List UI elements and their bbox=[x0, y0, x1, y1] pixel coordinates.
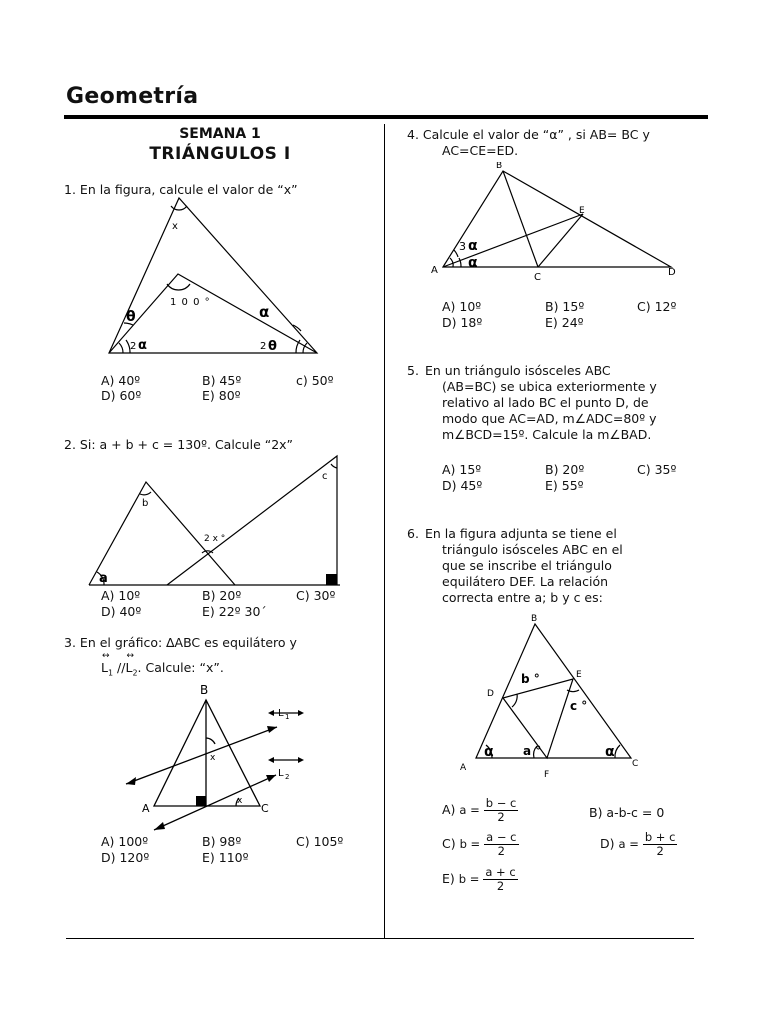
label-theta-left: θ bbox=[126, 309, 136, 325]
label-alpha-left: α bbox=[138, 338, 147, 353]
option-label: E) bbox=[442, 871, 455, 886]
bottom-rule bbox=[66, 938, 694, 939]
question-line: correcta entre a; b y c es: bbox=[442, 590, 603, 605]
line-l2-label: L bbox=[125, 660, 133, 675]
parallel-symbol: // bbox=[113, 660, 126, 675]
label-L1-sub: 1 bbox=[285, 713, 290, 721]
figure-q2 bbox=[85, 452, 345, 588]
label-E: E bbox=[579, 206, 585, 216]
fraction-denominator: 2 bbox=[497, 844, 505, 858]
q4-option-a[interactable]: A) 10º bbox=[442, 299, 482, 314]
label-theta-right: θ bbox=[268, 339, 277, 354]
question-5 bbox=[407, 363, 703, 443]
figure-q1 bbox=[100, 192, 330, 362]
q2-option-a[interactable]: A) 10º bbox=[101, 588, 141, 603]
question-number: 3. bbox=[64, 635, 76, 650]
q5-option-c[interactable]: C) 35º bbox=[637, 462, 677, 477]
fraction bbox=[484, 831, 518, 858]
label-alpha-left: α bbox=[484, 744, 494, 760]
right-angle-marker bbox=[196, 796, 206, 806]
label-C: C bbox=[632, 759, 639, 769]
fraction-denominator: 2 bbox=[497, 810, 505, 824]
question-text: Si: a + b + c = 130º. Calcule “2x” bbox=[79, 437, 294, 452]
q4-option-c[interactable]: C) 12º bbox=[637, 299, 677, 314]
label-b: b ° bbox=[521, 672, 540, 686]
fraction-numerator: b + c bbox=[644, 830, 676, 844]
question-tail: . Calcule: “x”. bbox=[137, 660, 224, 675]
label-2x: 2 x ° bbox=[204, 534, 226, 544]
label-b: b bbox=[142, 498, 149, 509]
figure-q6 bbox=[455, 610, 655, 782]
option-label: D) bbox=[600, 836, 615, 851]
line-l2-sub: 2 bbox=[132, 668, 138, 678]
q3-option-e[interactable]: E) 110º bbox=[202, 850, 249, 865]
option-lhs: a = bbox=[459, 803, 480, 817]
q4-option-e[interactable]: E) 24º bbox=[545, 315, 584, 330]
label-D: D bbox=[668, 267, 676, 278]
label-alpha-right: α bbox=[605, 744, 615, 760]
option-lhs: b = bbox=[459, 837, 481, 851]
q5-option-d[interactable]: D) 45º bbox=[442, 478, 483, 493]
question-line: (AB=BC) se ubica exteriormente y bbox=[442, 379, 657, 394]
q1-option-b[interactable]: B) 45º bbox=[202, 373, 242, 388]
q2-option-e[interactable]: E) 22º 30´ bbox=[202, 604, 267, 619]
label-B: B bbox=[200, 683, 209, 697]
label-2-left: 2 bbox=[130, 341, 137, 352]
label-x-bottom: x bbox=[237, 796, 243, 806]
question-line: En un triángulo isósceles ABC bbox=[425, 363, 611, 378]
label-x-top: x bbox=[210, 753, 216, 763]
label-c: c bbox=[322, 471, 328, 482]
fraction bbox=[483, 866, 517, 893]
label-x: x bbox=[172, 221, 178, 232]
question-4 bbox=[407, 127, 703, 159]
label-D: D bbox=[487, 689, 494, 699]
question-2 bbox=[64, 437, 374, 453]
question-number: 2. bbox=[64, 437, 76, 452]
question-number: 5. bbox=[407, 363, 419, 378]
label-alpha-right: α bbox=[259, 303, 270, 321]
q6-option-c[interactable] bbox=[442, 831, 519, 858]
fraction bbox=[484, 797, 519, 824]
label-E: E bbox=[576, 670, 582, 680]
fraction-numerator: b − c bbox=[485, 796, 517, 810]
question-number: 1. bbox=[64, 182, 76, 197]
q6-option-b[interactable]: B) a-b-c = 0 bbox=[589, 805, 665, 820]
question-3 bbox=[64, 635, 374, 651]
question-text: En la figura, calcule el valor de “x” bbox=[79, 182, 298, 197]
q6-option-e[interactable] bbox=[442, 866, 518, 893]
q3-option-a[interactable]: A) 100º bbox=[101, 834, 149, 849]
q3-option-d[interactable]: D) 120º bbox=[101, 850, 150, 865]
q6-option-d[interactable] bbox=[600, 831, 677, 858]
label-c: c ° bbox=[570, 699, 588, 713]
fraction-denominator: 2 bbox=[496, 879, 505, 893]
label-F: F bbox=[544, 770, 550, 780]
q1-option-c[interactable]: c) 50º bbox=[296, 373, 334, 388]
label-alpha-top: α bbox=[468, 238, 478, 254]
week-label: SEMANA 1 bbox=[179, 126, 261, 142]
question-text: Calcule el valor de “α” , si AB= BC y bbox=[422, 127, 650, 142]
question-6 bbox=[407, 526, 703, 606]
fraction-numerator: a − c bbox=[486, 830, 517, 844]
option-lhs: b = bbox=[458, 872, 480, 886]
question-line: modo que AC=AD, m∠ADC=80º y bbox=[442, 411, 657, 426]
option-label: C) bbox=[442, 836, 456, 851]
fraction-numerator: a + c bbox=[485, 865, 516, 879]
question-number: 6. bbox=[407, 526, 419, 541]
fraction bbox=[643, 831, 678, 858]
label-3: 3 bbox=[459, 240, 466, 253]
q2-option-b[interactable]: B) 20º bbox=[202, 588, 242, 603]
label-B: B bbox=[496, 162, 503, 171]
question-line: m∠BCD=15º. Calcule la m∠BAD. bbox=[442, 427, 652, 442]
q5-option-b[interactable]: B) 20º bbox=[545, 462, 585, 477]
q3-option-c[interactable]: C) 105º bbox=[296, 834, 344, 849]
title-rule bbox=[64, 115, 708, 119]
question-3-line2 bbox=[101, 651, 361, 682]
label-A: A bbox=[460, 763, 467, 773]
outer-triangle bbox=[109, 198, 317, 353]
section-heading: TRIÁNGULOS I bbox=[149, 144, 291, 164]
label-alpha-bottom: α bbox=[468, 255, 478, 271]
arrow-icon: ↔ bbox=[102, 651, 110, 661]
question-line: En la figura adjunta se tiene el bbox=[425, 526, 617, 541]
label-B: B bbox=[531, 614, 538, 624]
figure-q3 bbox=[118, 680, 318, 835]
label-C: C bbox=[534, 272, 541, 282]
question-number: 4. bbox=[407, 127, 419, 142]
label-L2: L bbox=[278, 768, 284, 779]
q5-option-e[interactable]: E) 55º bbox=[545, 478, 584, 493]
label-100: 1 0 0 ° bbox=[170, 297, 211, 308]
question-line: triángulo isósceles ABC en el bbox=[442, 542, 623, 557]
q4-option-d[interactable]: D) 18º bbox=[442, 315, 483, 330]
q2-option-c[interactable]: C) 30º bbox=[296, 588, 336, 603]
q1-option-a[interactable]: A) 40º bbox=[101, 373, 141, 388]
column-divider bbox=[384, 124, 385, 938]
q6-option-a[interactable] bbox=[442, 797, 518, 824]
arrow-icon: ↔ bbox=[126, 651, 135, 661]
label-A: A bbox=[431, 265, 438, 276]
label-a: a ° bbox=[523, 744, 542, 758]
label-C: C bbox=[261, 802, 269, 815]
q5-option-a[interactable]: A) 15º bbox=[442, 462, 482, 477]
right-angle-marker bbox=[326, 574, 337, 585]
question-text-2: AC=CE=ED. bbox=[442, 143, 519, 158]
q1-option-e[interactable]: E) 80º bbox=[202, 388, 241, 403]
line-l1-sub: 1 bbox=[107, 668, 114, 678]
q2-option-d[interactable]: D) 40º bbox=[101, 604, 142, 619]
q3-option-b[interactable]: B) 98º bbox=[202, 834, 242, 849]
q1-option-d[interactable]: D) 60º bbox=[101, 388, 142, 403]
label-2-right: 2 bbox=[260, 341, 267, 352]
question-text: En el gráfico: ∆ABC es equilátero y bbox=[79, 635, 297, 650]
question-line: relativo al lado BC el punto D, de bbox=[442, 395, 649, 410]
label-L2-sub: 2 bbox=[285, 773, 290, 781]
label-L1: L bbox=[278, 708, 284, 719]
option-label: A) bbox=[442, 802, 456, 817]
page-title: Geometría bbox=[66, 84, 199, 109]
fraction-denominator: 2 bbox=[656, 844, 664, 858]
q4-option-b[interactable]: B) 15º bbox=[545, 299, 585, 314]
question-line: que se inscribe el triángulo bbox=[442, 558, 612, 573]
option-lhs: a = bbox=[618, 837, 639, 851]
line-l1-label: L bbox=[101, 660, 108, 675]
label-A: A bbox=[142, 802, 150, 815]
figure-q4 bbox=[428, 162, 688, 282]
question-line: equilátero DEF. La relación bbox=[442, 574, 609, 589]
label-a: a bbox=[99, 571, 108, 586]
